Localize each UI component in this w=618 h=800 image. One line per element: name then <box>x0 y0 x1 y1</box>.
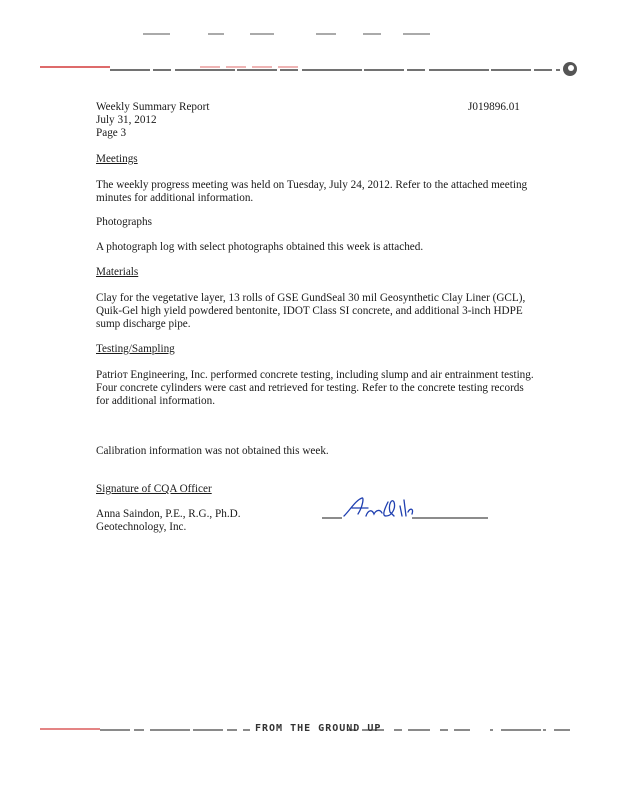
meetings-paragraph <box>96 179 536 205</box>
signatory-company: Geotechnology, Inc. <box>96 521 187 533</box>
meetings-line-2: minutes for additional information. <box>96 192 254 204</box>
footer-letterhead <box>0 712 618 752</box>
materials-heading: Materials <box>96 266 139 278</box>
report-title: Weekly Summary Report <box>96 101 210 113</box>
footer-tagline: FROM THE GROUND UP <box>255 723 382 734</box>
meetings-line-1: The weekly progress meeting was held on Tuesday, July 24, 2012. Refer to the attached meeting <box>96 179 528 191</box>
signature-heading: Signature of CQA Officer <box>96 483 212 495</box>
testing-heading: Testing/Sampling <box>96 343 175 355</box>
calibration-paragraph: Calibration information was not obtained this week. <box>96 445 329 457</box>
testing-line-1: Patrioт Engineering, Inc. performed concrete testing, including slump and air entrainment testing. <box>96 369 534 381</box>
report-date: July 31, 2012 <box>96 114 157 126</box>
signatory-name: Anna Saindon, P.E., R.G., Ph.D. <box>96 508 241 520</box>
testing-paragraph <box>96 369 536 408</box>
report-page-number: Page 3 <box>96 127 127 139</box>
photographs-heading: Photographs <box>96 216 152 228</box>
testing-line-3: for additional information. <box>96 395 215 407</box>
letterhead-top-rules <box>0 0 618 90</box>
meetings-heading: Meetings <box>96 153 138 165</box>
photographs-paragraph: A photograph log with select photographs obtained this week is attached. <box>96 241 424 253</box>
materials-line-3: sump discharge pipe. <box>96 318 191 330</box>
project-number: J019896.01 <box>468 101 520 113</box>
materials-paragraph <box>96 292 536 331</box>
header-letterhead <box>0 0 618 90</box>
materials-line-2: Quik-Gel high yield powdered bentonite, IDOT Class SI concrete, and additional 3-inch HDPE <box>96 305 523 317</box>
testing-line-2: Four concrete cylinders were cast and retrieved for testing. Refer to the concrete testing records <box>96 382 524 394</box>
materials-line-1: Clay for the vegetative layer, 13 rolls of GSE GundSeal 30 mil Geosynthetic Clay Liner (GCL), <box>96 292 526 304</box>
handwritten-signature <box>322 494 492 534</box>
